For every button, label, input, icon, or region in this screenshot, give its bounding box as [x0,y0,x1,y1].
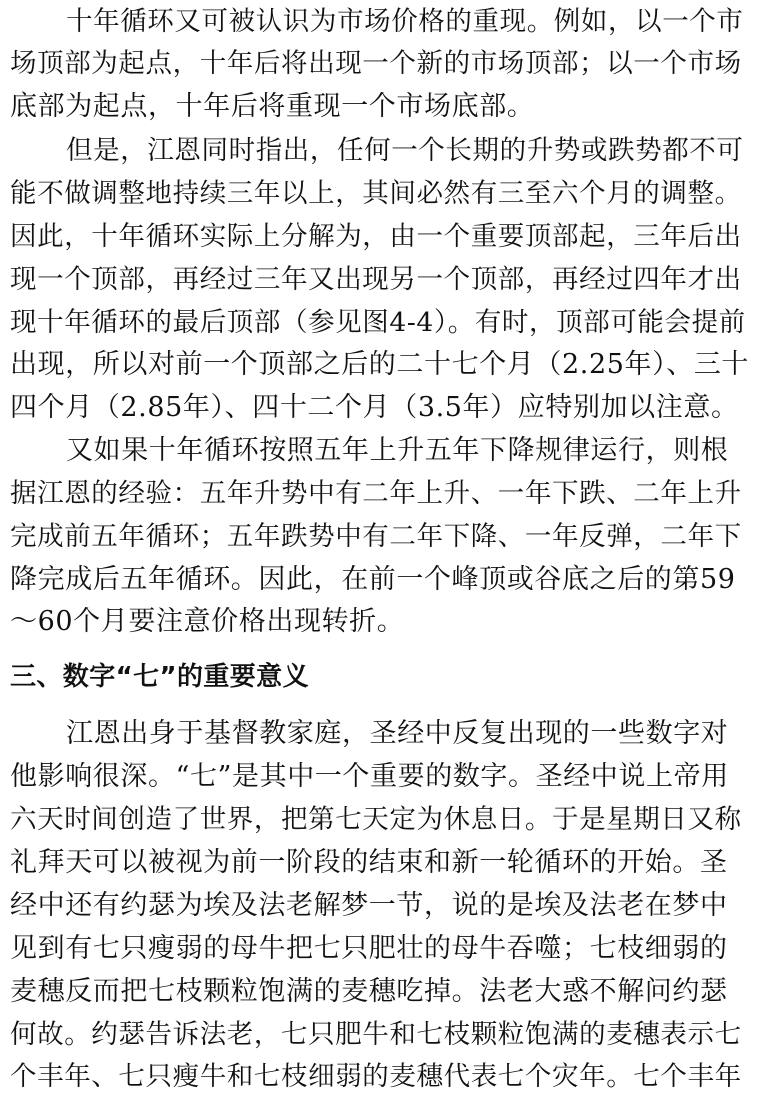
paragraph-3-line-3: 完成前五年循环；五年跌势中有二年下降、一年反弹，二年下 [10,521,742,552]
paragraph-4-line-6: 见到有七只瘦弱的母牛把七只肥壮的母牛吞噬；七枝细弱的 [10,933,728,964]
paragraph-2-line-6: 出现，所以对前一个顶部之后的二十七个月（2.25年）、三十 [10,349,750,380]
paragraph-2-line-3: 因此，十年循环实际上分解为，由一个重要顶部起，三年后出 [10,221,742,252]
section-heading: 三、数字“七”的重要意义 [10,662,309,692]
paragraph-4-line-4: 礼拜天可以被视为前一阶段的结束和新一轮循环的开始。圣 [10,847,728,878]
paragraph-4-line-1: 江恩出身于基督教家庭，圣经中反复出现的一些数字对 [66,718,729,749]
paragraph-3-line-2: 据江恩的经验：五年升势中有二年上升、一年下跌、二年上升 [10,478,742,509]
paragraph-2-line-7: 四个月（2.85年）、四十二个月（3.5年）应特别加以注意。 [10,392,739,423]
paragraph-1-line-3: 底部为起点，十年后将重现一个市场底部。 [10,91,535,122]
paragraph-4-line-3: 六天时间创造了世界，把第七天定为休息日。于是星期日又称 [10,804,742,835]
paragraph-4-line-5: 经中还有约瑟为埃及法老解梦一节，说的是埃及法老在梦中 [10,890,728,921]
paragraph-4-line-7: 麦穗反而把七枝颗粒饱满的麦穗吃掉。法老大惑不解问约瑟 [10,976,728,1007]
paragraph-2-line-4: 现一个顶部，再经过三年又出现另一个顶部，再经过四年才出 [10,264,742,295]
paragraph-2-line-5: 现十年循环的最后顶部（参见图4-4）。有时，顶部可能会提前 [10,307,746,338]
paragraph-2-line-2: 能不做调整地持续三年以上，其间必然有三至六个月的调整。 [10,178,742,209]
paragraph-4-line-8: 何故。约瑟告诉法老，七只肥牛和七枝颗粒饱满的麦穗表示七 [10,1019,742,1050]
paragraph-1-line-1: 十年循环又可被认识为市场价格的重现。例如，以一个市 [66,6,744,37]
paragraph-3-line-1: 又如果十年循环按照五年上升五年下降规律运行，则根 [66,435,729,466]
paragraph-3-line-4: 降完成后五年循环。因此，在前一个峰顶或谷底之后的第59 [10,564,736,595]
paragraph-1-line-2: 场顶部为起点，十年后将出现一个新的市场顶部；以一个市场 [10,48,742,79]
paragraph-3-line-5: ～60个月要注意价格出现转折。 [10,606,405,637]
paragraph-4-line-2: 他影响很深。“七”是其中一个重要的数字。圣经中说上帝用 [10,761,729,792]
paragraph-2-line-1: 但是，江恩同时指出，任何一个长期的升势或跌势都不可 [66,135,744,166]
paragraph-4-line-9: 个丰年、七只瘦牛和七枝细弱的麦穗代表七个灾年。七个丰年 [10,1061,742,1092]
